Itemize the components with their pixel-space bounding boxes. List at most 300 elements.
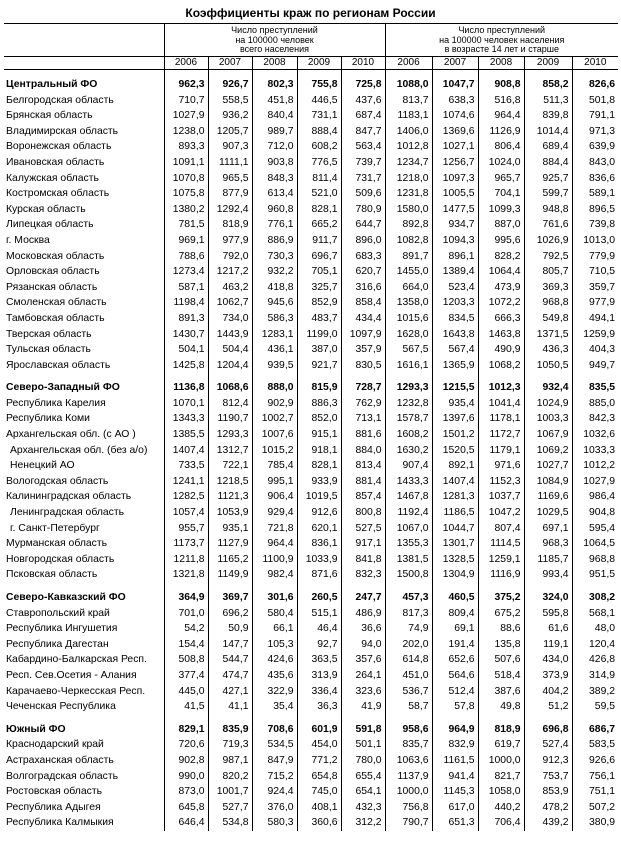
value-cell: 761,6	[524, 217, 572, 233]
value-cell: 809,4	[432, 606, 478, 622]
value-cell: 1173,7	[164, 536, 208, 552]
value-cell: 436,3	[524, 342, 572, 358]
value-cell: 790,7	[385, 815, 432, 831]
value-cell: 451,0	[385, 668, 432, 684]
value-cell: 435,6	[252, 668, 297, 684]
value-cell: 457,3	[385, 590, 432, 606]
value-cell: 971,6	[478, 458, 524, 474]
region-name: Северо-Западный ФО	[6, 382, 120, 394]
value-cell: 41,1	[208, 699, 252, 715]
region-name: Ненецкий АО	[10, 460, 75, 472]
value-cell: 527,7	[208, 800, 252, 816]
value-cell: 312,2	[341, 815, 385, 831]
value-cell: 884,4	[524, 155, 572, 171]
table-row	[4, 753, 618, 769]
table-row	[4, 458, 618, 474]
value-cell: 907,3	[208, 139, 252, 155]
value-cell: 439,2	[524, 815, 572, 831]
value-cell: 94,0	[341, 637, 385, 653]
value-cell: 995,1	[252, 474, 297, 490]
value-cell: 50,9	[208, 621, 252, 637]
value-cell: 1111,1	[208, 155, 252, 171]
value-cell: 51,2	[524, 699, 572, 715]
region-name: Калужская область	[6, 172, 99, 184]
value-cell: 474,7	[208, 668, 252, 684]
value-cell: 902,9	[252, 396, 297, 412]
table-row	[4, 427, 618, 443]
value-cell: 964,4	[252, 536, 297, 552]
table-row	[4, 521, 618, 537]
table-row	[4, 668, 618, 684]
table-row	[4, 186, 618, 202]
table-row	[4, 280, 618, 296]
value-cell: 1114,5	[478, 536, 524, 552]
region-name: Тульская область	[6, 344, 91, 356]
value-cell: 369,7	[208, 590, 252, 606]
value-cell: 836,6	[572, 171, 618, 187]
value-cell: 989,7	[252, 124, 297, 140]
value-cell: 828,1	[297, 202, 341, 218]
value-cell: 323,6	[341, 684, 385, 700]
value-cell: 815,9	[297, 380, 341, 396]
value-cell: 964,9	[432, 722, 478, 738]
value-cell: 308,2	[572, 590, 618, 606]
value-cell: 965,7	[478, 171, 524, 187]
value-cell: 639,9	[572, 139, 618, 155]
value-cell: 739,8	[572, 217, 618, 233]
value-cell: 887,0	[478, 217, 524, 233]
value-cell: 960,8	[252, 202, 297, 218]
value-cell: 264,1	[341, 668, 385, 684]
value-cell: 1217,2	[208, 264, 252, 280]
value-cell: 1027,7	[524, 458, 572, 474]
region-name: Тверская область	[6, 328, 92, 340]
spacer-row	[4, 715, 618, 722]
value-cell: 907,4	[385, 458, 432, 474]
value-cell: 1013,0	[572, 233, 618, 249]
value-cell: 665,2	[297, 217, 341, 233]
value-cell: 891,7	[385, 249, 432, 265]
value-cell: 734,0	[208, 311, 252, 327]
value-cell: 933,9	[297, 474, 341, 490]
value-cell: 434,4	[341, 311, 385, 327]
value-cell: 646,4	[164, 815, 208, 831]
value-cell: 375,2	[478, 590, 524, 606]
year-header: 2007	[432, 57, 478, 70]
region-name: Ставропольский край	[6, 607, 110, 619]
value-cell: 926,6	[572, 753, 618, 769]
value-cell: 1501,2	[432, 427, 478, 443]
value-cell: 1001,7	[208, 784, 252, 800]
value-cell: 587,1	[164, 280, 208, 296]
table-row	[4, 327, 618, 343]
value-cell: 1097,3	[432, 171, 478, 187]
value-cell: 1149,9	[208, 567, 252, 583]
value-cell: 1578,7	[385, 411, 432, 427]
value-cell: 886,3	[297, 396, 341, 412]
value-cell: 912,6	[297, 505, 341, 521]
value-cell: 731,7	[341, 171, 385, 187]
value-cell: 380,9	[572, 815, 618, 831]
table-row	[4, 699, 618, 715]
value-cell: 558,5	[208, 93, 252, 109]
value-cell: 1126,9	[478, 124, 524, 140]
value-cell: 904,8	[572, 505, 618, 521]
value-cell: 427,1	[208, 684, 252, 700]
value-cell: 426,8	[572, 652, 618, 668]
value-cell: 829,1	[164, 722, 208, 738]
value-cell: 1343,3	[164, 411, 208, 427]
value-cell: 504,1	[164, 342, 208, 358]
value-cell: 638,3	[432, 93, 478, 109]
value-cell: 781,5	[164, 217, 208, 233]
value-cell: 725,8	[341, 77, 385, 93]
value-cell: 154,4	[164, 637, 208, 653]
value-cell: 1007,6	[252, 427, 297, 443]
table-row	[4, 155, 618, 171]
value-cell: 951,5	[572, 567, 618, 583]
value-cell: 1407,4	[164, 443, 208, 459]
value-cell: 1027,1	[432, 139, 478, 155]
value-cell: 35,4	[252, 699, 297, 715]
value-cell: 202,0	[385, 637, 432, 653]
value-cell: 835,9	[208, 722, 252, 738]
value-cell: 363,5	[297, 652, 341, 668]
value-cell: 903,8	[252, 155, 297, 171]
value-cell: 534,5	[252, 737, 297, 753]
value-cell: 518,4	[478, 668, 524, 684]
value-cell: 1116,9	[478, 567, 524, 583]
value-cell: 1293,3	[208, 427, 252, 443]
value-cell: 74,9	[385, 621, 432, 637]
value-cell: 949,7	[572, 358, 618, 374]
region-name: Псковская область	[6, 569, 98, 581]
value-cell: 1385,5	[164, 427, 208, 443]
value-cell: 1169,6	[524, 489, 572, 505]
value-cell: 1121,3	[208, 489, 252, 505]
region-name: Смоленская область	[6, 297, 107, 309]
value-cell: 1301,7	[432, 536, 478, 552]
table-row	[4, 124, 618, 140]
value-cell: 687,4	[341, 108, 385, 124]
value-cell: 977,9	[208, 233, 252, 249]
value-cell: 955,7	[164, 521, 208, 537]
value-cell: 463,2	[208, 280, 252, 296]
value-cell: 1012,3	[478, 380, 524, 396]
value-cell: 858,2	[524, 77, 572, 93]
value-cell: 733,5	[164, 458, 208, 474]
value-cell: 1259,9	[572, 327, 618, 343]
value-cell: 945,6	[252, 295, 297, 311]
region-name: Мурманская область	[6, 538, 108, 550]
value-cell: 852,9	[297, 295, 341, 311]
value-cell: 941,4	[432, 769, 478, 785]
value-cell: 1161,5	[432, 753, 478, 769]
value-cell: 666,3	[478, 311, 524, 327]
value-cell: 473,9	[478, 280, 524, 296]
value-cell: 563,4	[341, 139, 385, 155]
year-header: 2009	[297, 57, 341, 70]
value-cell: 892,1	[432, 458, 478, 474]
value-cell: 359,7	[572, 280, 618, 296]
table-row	[4, 249, 618, 265]
value-cell: 948,8	[524, 202, 572, 218]
value-cell: 1455,0	[385, 264, 432, 280]
value-cell: 1070,8	[164, 171, 208, 187]
value-cell: 1069,2	[524, 443, 572, 459]
value-cell: 704,1	[478, 186, 524, 202]
group-header-total: Число преступлений на 100000 человек всего населения	[164, 24, 385, 57]
region-name: Архангельская обл. (с АО )	[6, 429, 136, 441]
table-body	[4, 70, 618, 831]
value-cell: 1304,9	[432, 567, 478, 583]
value-cell: 567,4	[432, 342, 478, 358]
value-cell: 437,6	[341, 93, 385, 109]
value-cell: 842,3	[572, 411, 618, 427]
value-cell: 1630,2	[385, 443, 432, 459]
district-row	[4, 590, 618, 606]
value-cell: 1024,0	[478, 155, 524, 171]
value-cell: 1389,4	[432, 264, 478, 280]
value-cell: 88,6	[478, 621, 524, 637]
value-cell: 120,4	[572, 637, 618, 653]
region-name: Республика Карелия	[6, 397, 106, 409]
value-cell: 1012,2	[572, 458, 618, 474]
value-cell: 418,8	[252, 280, 297, 296]
table-row	[4, 489, 618, 505]
value-cell: 969,1	[164, 233, 208, 249]
table-row	[4, 233, 618, 249]
value-cell: 832,9	[432, 737, 478, 753]
value-cell: 1369,6	[432, 124, 478, 140]
table-row	[4, 784, 618, 800]
value-cell: 1199,0	[297, 327, 341, 343]
value-cell: 59,5	[572, 699, 618, 715]
year-header-blank	[4, 57, 164, 70]
district-row	[4, 722, 618, 738]
value-cell: 483,7	[297, 311, 341, 327]
value-cell: 934,7	[432, 217, 478, 233]
region-name: Курская область	[6, 203, 86, 215]
value-cell: 1014,4	[524, 124, 572, 140]
region-name: Респ. Сев.Осетия - Алания	[6, 669, 137, 681]
value-cell: 1094,3	[432, 233, 478, 249]
value-cell: 689,4	[524, 139, 572, 155]
table-row	[4, 358, 618, 374]
value-cell: 848,3	[252, 171, 297, 187]
value-cell: 826,6	[572, 77, 618, 93]
crime-table	[4, 23, 618, 831]
value-cell: 508,8	[164, 652, 208, 668]
value-cell: 986,4	[572, 489, 618, 505]
value-cell: 1172,7	[478, 427, 524, 443]
value-cell: 36,6	[341, 621, 385, 637]
value-cell: 811,4	[297, 171, 341, 187]
year-header: 2009	[524, 57, 572, 70]
value-cell: 871,6	[297, 567, 341, 583]
region-name: Воронежская область	[6, 141, 112, 153]
value-cell: 1328,5	[432, 552, 478, 568]
value-cell: 608,2	[297, 139, 341, 155]
value-cell: 501,1	[341, 737, 385, 753]
value-cell: 1057,4	[164, 505, 208, 521]
value-cell: 1218,0	[385, 171, 432, 187]
value-cell: 840,4	[252, 108, 297, 124]
value-cell: 835,7	[385, 737, 432, 753]
value-cell: 454,0	[297, 737, 341, 753]
value-cell: 1070,1	[164, 396, 208, 412]
region-name: Республика Дагестан	[6, 638, 109, 650]
value-cell: 1238,0	[164, 124, 208, 140]
value-cell: 753,7	[524, 769, 572, 785]
value-cell: 896,1	[432, 249, 478, 265]
table-row	[4, 652, 618, 668]
value-cell: 1273,4	[164, 264, 208, 280]
value-cell: 301,6	[252, 590, 297, 606]
value-cell: 516,8	[478, 93, 524, 109]
value-cell: 49,8	[478, 699, 524, 715]
value-cell: 1027,9	[164, 108, 208, 124]
value-cell: 755,8	[297, 77, 341, 93]
value-cell: 1215,5	[432, 380, 478, 396]
value-cell: 847,7	[341, 124, 385, 140]
region-name: Липецкая область	[6, 219, 94, 231]
value-cell: 800,8	[341, 505, 385, 521]
value-cell: 853,9	[524, 784, 572, 800]
value-cell: 494,1	[572, 311, 618, 327]
region-name: Тамбовская область	[6, 312, 105, 324]
value-cell: 968,3	[524, 536, 572, 552]
value-cell: 1355,3	[385, 536, 432, 552]
value-cell: 683,3	[341, 249, 385, 265]
value-cell: 728,7	[341, 380, 385, 396]
value-cell: 1259,1	[478, 552, 524, 568]
value-cell: 908,8	[478, 77, 524, 93]
value-cell: 1003,3	[524, 411, 572, 427]
region-name: Калининградская область	[6, 491, 132, 503]
table-row	[4, 108, 618, 124]
value-cell: 964,4	[478, 108, 524, 124]
value-cell: 1152,3	[478, 474, 524, 490]
value-cell: 847,9	[252, 753, 297, 769]
value-cell: 818,9	[208, 217, 252, 233]
value-cell: 1203,3	[432, 295, 478, 311]
value-cell: 1062,7	[208, 295, 252, 311]
value-cell: 720,6	[164, 737, 208, 753]
value-cell: 858,4	[341, 295, 385, 311]
value-cell: 544,7	[208, 652, 252, 668]
value-cell: 813,7	[385, 93, 432, 109]
value-cell: 1091,1	[164, 155, 208, 171]
region-name: Костромская область	[6, 188, 110, 200]
value-cell: 918,1	[297, 443, 341, 459]
value-cell: 696,8	[524, 722, 572, 738]
value-cell: 613,4	[252, 186, 297, 202]
value-cell: 721,8	[252, 521, 297, 537]
table-row	[4, 264, 618, 280]
value-cell: 807,4	[478, 521, 524, 537]
value-cell: 620,1	[297, 521, 341, 537]
value-cell: 1026,9	[524, 233, 572, 249]
value-cell: 523,4	[432, 280, 478, 296]
value-cell: 935,1	[208, 521, 252, 537]
value-cell: 993,4	[524, 567, 572, 583]
value-cell: 1321,8	[164, 567, 208, 583]
value-cell: 739,7	[341, 155, 385, 171]
value-cell: 451,8	[252, 93, 297, 109]
year-header: 2006	[164, 57, 208, 70]
value-cell: 1380,2	[164, 202, 208, 218]
value-cell: 387,0	[297, 342, 341, 358]
table-row	[4, 139, 618, 155]
value-cell: 1406,0	[385, 124, 432, 140]
value-cell: 1198,4	[164, 295, 208, 311]
value-cell: 932,2	[252, 264, 297, 280]
table-row	[4, 800, 618, 816]
value-cell: 924,4	[252, 784, 297, 800]
table-row	[4, 217, 618, 233]
value-cell: 1033,9	[297, 552, 341, 568]
value-cell: 1000,0	[478, 753, 524, 769]
value-cell: 364,9	[164, 590, 208, 606]
value-cell: 619,7	[478, 737, 524, 753]
value-cell: 478,2	[524, 800, 572, 816]
value-cell: 41,5	[164, 699, 208, 715]
region-name: Брянская область	[6, 110, 93, 122]
value-cell: 58,7	[385, 699, 432, 715]
region-name: Волгоградская область	[6, 770, 119, 782]
value-cell: 1064,5	[572, 536, 618, 552]
value-cell: 712,0	[252, 139, 297, 155]
year-header: 2007	[208, 57, 252, 70]
value-cell: 1232,8	[385, 396, 432, 412]
value-cell: 917,1	[341, 536, 385, 552]
value-cell: 830,5	[341, 358, 385, 374]
value-cell: 1218,5	[208, 474, 252, 490]
value-cell: 841,8	[341, 552, 385, 568]
value-cell: 1283,1	[252, 327, 297, 343]
table-row	[4, 606, 618, 622]
value-cell: 313,9	[297, 668, 341, 684]
value-cell: 977,9	[572, 295, 618, 311]
table-row	[4, 737, 618, 753]
value-cell: 387,6	[478, 684, 524, 700]
group-header-14plus: Число преступлений на 100000 человек населения в возрасте 14 лет и старше	[385, 24, 618, 57]
value-cell: 92,7	[297, 637, 341, 653]
value-cell: 902,8	[164, 753, 208, 769]
district-row	[4, 380, 618, 396]
value-cell: 710,5	[572, 264, 618, 280]
value-cell: 601,9	[297, 722, 341, 738]
value-cell: 780,0	[341, 753, 385, 769]
value-cell: 1019,5	[297, 489, 341, 505]
value-cell: 839,8	[524, 108, 572, 124]
region-name: Московская область	[6, 250, 105, 262]
value-cell: 971,3	[572, 124, 618, 140]
value-cell: 567,5	[385, 342, 432, 358]
value-cell: 995,6	[478, 233, 524, 249]
region-name: Республика Калмыкия	[6, 817, 114, 829]
value-cell: 1204,4	[208, 358, 252, 374]
value-cell: 595,4	[572, 521, 618, 537]
value-cell: 1033,3	[572, 443, 618, 459]
value-cell: 896,0	[341, 233, 385, 249]
value-cell: 377,4	[164, 668, 208, 684]
value-cell: 730,3	[252, 249, 297, 265]
value-cell: 935,4	[432, 396, 478, 412]
value-cell: 580,4	[252, 606, 297, 622]
value-cell: 932,4	[524, 380, 572, 396]
